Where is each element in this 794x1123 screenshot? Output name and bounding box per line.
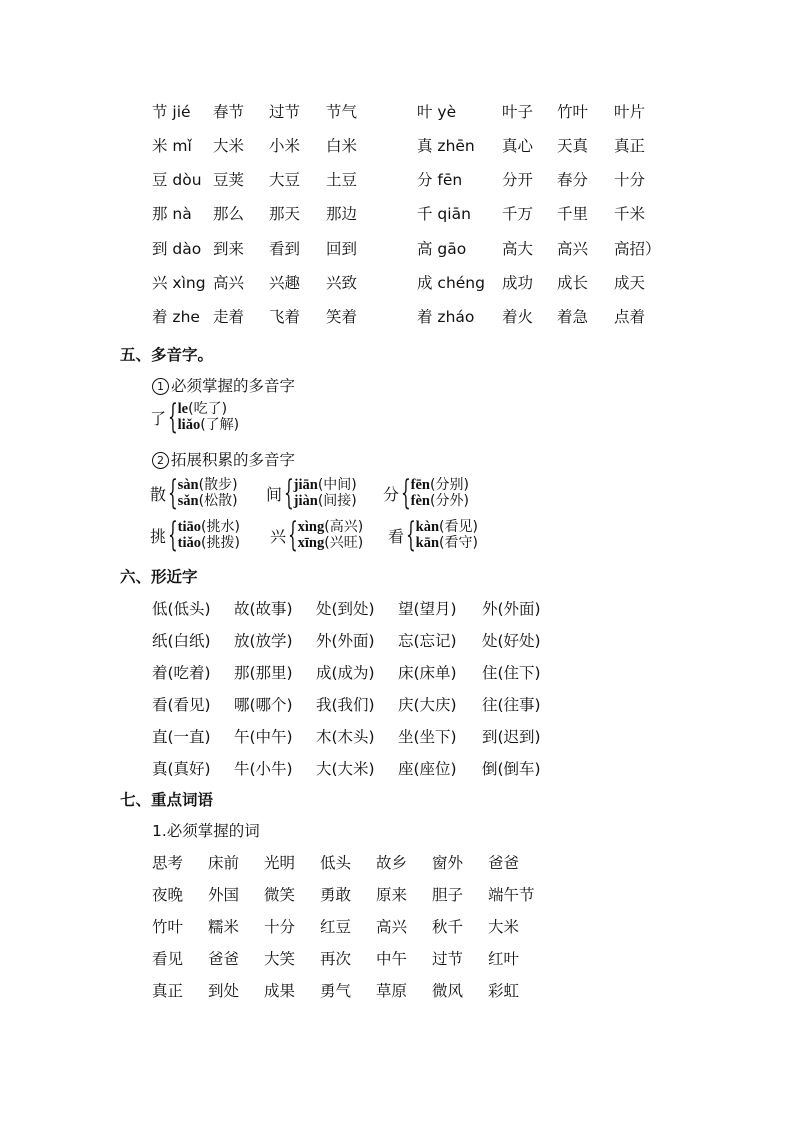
similar-char: 真(真好) (152, 760, 211, 778)
pinyin-word: 豆 dòu (152, 171, 202, 189)
reading-pinyin: xīng (297, 535, 325, 551)
polyphone-item (383, 473, 469, 513)
pinyin-word: 兴 xìng (152, 274, 206, 292)
reading-word: (吃了) (188, 401, 228, 417)
subsection-title: 1.必须掌握的词 (152, 822, 260, 840)
polyphone-item (266, 473, 357, 513)
readings (178, 519, 240, 551)
polyphone-item (150, 473, 238, 513)
reading-word: (间接) (317, 493, 357, 509)
key-word: 外国 (208, 886, 240, 904)
similar-char: 处(好处) (482, 632, 541, 650)
polyphone-item (388, 515, 478, 555)
reading-word: (散步) (198, 477, 238, 493)
similar-char: 故(故事) (234, 600, 293, 618)
brace-symbol: { (400, 473, 411, 513)
reading-word: (了解) (200, 417, 240, 433)
reading-line (178, 493, 238, 509)
key-word: 真正 (152, 982, 184, 1000)
similar-char: 大(大米) (316, 760, 375, 778)
readings (178, 477, 238, 509)
polyphone-char: 看 (388, 526, 405, 546)
readings (298, 519, 364, 551)
pinyin-word: 小米 (269, 137, 301, 155)
similar-char: 外(外面) (482, 600, 541, 618)
reading-line (294, 493, 357, 509)
key-word: 微笑 (264, 886, 296, 904)
circled-number: 2 (152, 452, 169, 469)
brace-symbol: { (167, 397, 178, 437)
similar-char: 倒(倒车) (482, 760, 541, 778)
readings (178, 401, 240, 433)
pinyin-word: 分开 (502, 171, 534, 189)
reading-line (416, 519, 478, 535)
key-word: 竹叶 (152, 918, 184, 936)
similar-char: 外(外面) (316, 632, 375, 650)
reading-line (298, 519, 364, 535)
pinyin-word: 着急 (557, 308, 589, 326)
similar-char: 庆(大庆) (398, 696, 457, 714)
polyphone-char: 分 (383, 484, 400, 504)
pinyin-word: 成 chéng (417, 274, 485, 292)
section-title: 六、形近字 (120, 568, 198, 586)
reading-pinyin: kàn (415, 519, 440, 535)
reading-word: (看见) (439, 519, 478, 535)
pinyin-word: 十分 (614, 171, 646, 189)
pinyin-word: 叶片 (614, 103, 646, 121)
subsection-title (152, 374, 295, 396)
key-word: 光明 (264, 854, 296, 872)
reading-line (178, 417, 240, 433)
reading-line (178, 535, 240, 551)
reading-word: (松散) (198, 493, 238, 509)
pinyin-word: 成天 (614, 274, 646, 292)
pinyin-word: 天真 (557, 137, 589, 155)
pinyin-word: 真正 (614, 137, 646, 155)
pinyin-word: 高兴 (213, 274, 245, 292)
key-word: 中午 (376, 950, 408, 968)
pinyin-word: 着 zháo (417, 308, 475, 326)
readings (416, 519, 478, 551)
pinyin-word: 点着 (614, 308, 646, 326)
pinyin-word: 兴趣 (269, 274, 301, 292)
similar-char: 纸(白纸) (152, 632, 211, 650)
reading-line (178, 477, 238, 493)
pinyin-word: 千 qiān (417, 205, 471, 223)
subsection-text: 必须掌握的多音字 (171, 377, 296, 395)
pinyin-word: 豆荚 (213, 171, 245, 189)
subsection-title (152, 448, 295, 470)
similar-char: 住(住下) (482, 664, 541, 682)
reading-line (178, 519, 240, 535)
pinyin-word: 千米 (614, 205, 646, 223)
pinyin-word: 看到 (269, 240, 301, 258)
key-word: 十分 (264, 918, 296, 936)
reading-line (411, 493, 469, 509)
reading-pinyin: jiān (293, 477, 318, 493)
polyphone-char: 散 (150, 484, 167, 504)
similar-char: 坐(坐下) (398, 728, 457, 746)
pinyin-word: 那天 (269, 205, 301, 223)
pinyin-word: 回到 (326, 240, 358, 258)
pinyin-word: 大豆 (269, 171, 301, 189)
pinyin-word: 米 mǐ (152, 137, 192, 155)
similar-char: 往(往事) (482, 696, 541, 714)
polyphone-char: 了 (150, 408, 167, 428)
pinyin-word: 高大 (502, 240, 534, 258)
key-word: 胆子 (432, 886, 464, 904)
readings (411, 477, 469, 509)
key-word: 再次 (320, 950, 352, 968)
similar-char: 到(迟到) (482, 728, 541, 746)
polyphone-char: 间 (266, 484, 283, 504)
similar-char: 我(我们) (316, 696, 375, 714)
similar-char: 午(中午) (234, 728, 293, 746)
reading-pinyin: fèn (410, 493, 430, 509)
key-word: 窗外 (432, 854, 464, 872)
brace-symbol: { (287, 515, 298, 555)
pinyin-word: 飞着 (269, 308, 301, 326)
pinyin-word: 高招） (614, 240, 661, 258)
pinyin-word: 着 zhe (152, 308, 200, 326)
pinyin-word: 到 dào (152, 240, 202, 258)
similar-char: 直(一直) (152, 728, 211, 746)
reading-line (411, 477, 469, 493)
reading-word: (挑拨) (201, 535, 240, 551)
key-word: 红叶 (488, 950, 520, 968)
reading-word: (分外) (430, 493, 469, 509)
reading-word: (分别) (430, 477, 469, 493)
key-word: 微风 (432, 982, 464, 1000)
key-word: 过节 (432, 950, 464, 968)
key-word: 彩虹 (488, 982, 520, 1000)
key-word: 到处 (208, 982, 240, 1000)
key-word: 床前 (208, 854, 240, 872)
pinyin-word: 节气 (326, 103, 358, 121)
reading-word: (高兴) (324, 519, 364, 535)
reading-pinyin: liǎo (177, 417, 201, 433)
pinyin-word: 分 fēn (417, 171, 463, 189)
reading-pinyin: sǎn (177, 493, 199, 509)
reading-word: (兴旺) (324, 535, 364, 551)
circled-number: 1 (152, 378, 169, 395)
similar-char: 成(成为) (316, 664, 375, 682)
reading-line (298, 535, 364, 551)
reading-word: (挑水) (201, 519, 240, 535)
pinyin-word: 那么 (213, 205, 245, 223)
brace-symbol: { (283, 473, 294, 513)
reading-pinyin: xìng (297, 519, 325, 535)
polyphone-char: 兴 (270, 526, 287, 546)
polyphone-item (270, 515, 364, 555)
key-word: 端午节 (488, 886, 535, 904)
subsection-text: 拓展积累的多音字 (171, 451, 296, 469)
pinyin-word: 春节 (213, 103, 245, 121)
pinyin-word: 高 gāo (417, 240, 467, 258)
similar-char: 那(那里) (234, 664, 293, 682)
similar-char: 座(座位) (398, 760, 457, 778)
key-word: 原来 (376, 886, 408, 904)
reading-pinyin: sàn (177, 477, 199, 493)
key-word: 夜晚 (152, 886, 184, 904)
polyphone-char: 挑 (150, 526, 167, 546)
pinyin-word: 那 nà (152, 205, 192, 223)
reading-pinyin: tiǎo (177, 535, 202, 551)
reading-pinyin: kān (415, 535, 440, 551)
brace-symbol: { (167, 473, 178, 513)
key-word: 故乡 (376, 854, 408, 872)
pinyin-word: 那边 (326, 205, 358, 223)
brace-symbol: { (405, 515, 416, 555)
reading-word: (看守) (439, 535, 478, 551)
pinyin-word: 笑着 (326, 308, 358, 326)
key-word: 秋千 (432, 918, 464, 936)
similar-char: 处(到处) (316, 600, 375, 618)
similar-char: 低(低头) (152, 600, 211, 618)
pinyin-word: 竹叶 (557, 103, 589, 121)
similar-char: 床(床单) (398, 664, 457, 682)
similar-char: 望(望月) (398, 600, 457, 618)
pinyin-word: 成功 (502, 274, 534, 292)
similar-char: 牛(小牛) (234, 760, 293, 778)
reading-line (294, 477, 357, 493)
key-word: 红豆 (320, 918, 352, 936)
key-word: 低头 (320, 854, 352, 872)
brace-symbol: { (167, 515, 178, 555)
pinyin-word: 成长 (557, 274, 589, 292)
reading-word: (中间) (317, 477, 357, 493)
pinyin-word: 高兴 (557, 240, 589, 258)
similar-char: 木(木头) (316, 728, 375, 746)
pinyin-word: 千万 (502, 205, 534, 223)
key-word: 爸爸 (208, 950, 240, 968)
similar-char: 放(放学) (234, 632, 293, 650)
key-word: 勇敢 (320, 886, 352, 904)
section-title: 五、多音字。 (120, 346, 214, 364)
pinyin-word: 千里 (557, 205, 589, 223)
section-title: 七、重点词语 (120, 791, 214, 809)
pinyin-word: 真 zhēn (417, 137, 475, 155)
key-word: 糯米 (208, 918, 240, 936)
reading-pinyin: fēn (410, 477, 430, 493)
pinyin-word: 叶 yè (417, 103, 457, 121)
key-word: 看见 (152, 950, 184, 968)
pinyin-word: 过节 (269, 103, 301, 121)
pinyin-word: 土豆 (326, 171, 358, 189)
key-word: 大笑 (264, 950, 296, 968)
pinyin-word: 兴致 (326, 274, 358, 292)
pinyin-word: 真心 (502, 137, 534, 155)
readings (294, 477, 357, 509)
key-word: 勇气 (320, 982, 352, 1000)
similar-char: 着(吃着) (152, 664, 211, 682)
reading-pinyin: tiāo (177, 519, 202, 535)
similar-char: 看(看见) (152, 696, 211, 714)
key-word: 爸爸 (488, 854, 520, 872)
polyphone-item (150, 515, 240, 555)
pinyin-word: 叶子 (502, 103, 534, 121)
reading-pinyin: jiàn (293, 493, 318, 509)
pinyin-word: 着火 (502, 308, 534, 326)
pinyin-word: 到来 (213, 240, 245, 258)
similar-char: 忘(忘记) (398, 632, 457, 650)
key-word: 成果 (264, 982, 296, 1000)
pinyin-word: 白米 (326, 137, 358, 155)
reading-pinyin: le (177, 401, 189, 417)
polyphone-item (150, 397, 240, 437)
pinyin-word: 走着 (213, 308, 245, 326)
reading-line (178, 401, 240, 417)
pinyin-word: 节 jié (152, 103, 191, 121)
key-word: 思考 (152, 854, 184, 872)
reading-line (416, 535, 478, 551)
pinyin-word: 春分 (557, 171, 589, 189)
key-word: 高兴 (376, 918, 408, 936)
key-word: 大米 (488, 918, 520, 936)
key-word: 草原 (376, 982, 408, 1000)
pinyin-word: 大米 (213, 137, 245, 155)
similar-char: 哪(哪个) (234, 696, 293, 714)
